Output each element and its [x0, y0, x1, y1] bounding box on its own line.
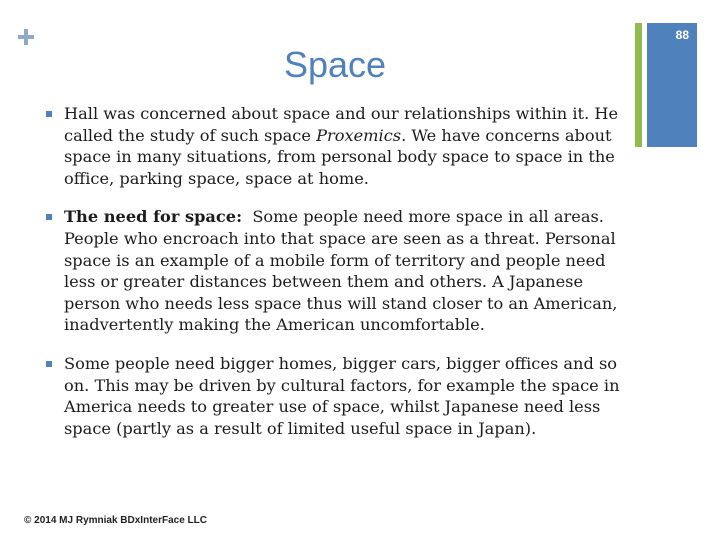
- bullet-item-need-for-space: [45, 206, 635, 336]
- slide-title: Space: [283, 44, 387, 85]
- bullet-square-icon: [46, 214, 52, 220]
- bullet-square-icon: [46, 361, 52, 367]
- bullet-text: Some people need more space in all areas. People who encroach into that space are seen as a threat. Personal space is an example of a mobile form of territory and people need less or greater distances between them and others. A Japanese person who needs less space thus will stand closer to an American, inadvertently making the American uncomfortable.: [64, 207, 623, 335]
- bullet-list: [45, 103, 635, 456]
- bullet-bold-heading: The need for space:: [64, 207, 243, 227]
- bullet-square-icon: [46, 111, 52, 117]
- copyright-footer: © 2014 MJ Rymniak BDxInterFace LLC: [24, 515, 207, 526]
- plus-icon: [16, 27, 36, 47]
- page-number: 88: [675, 28, 689, 42]
- bullet-item-proxemics: [45, 103, 635, 189]
- accent-bar-green: [635, 23, 642, 147]
- bullet-item-bigger-homes: [45, 353, 635, 439]
- bullet-text: Hall was concerned about space and our relationships within it. He called the study of such space: [64, 104, 619, 145]
- bullet-text: Some people need bigger homes, bigger cars, bigger offices and so on. This may be driven by cultural factors, for example the space in America needs to greater use of space, whilst Japanese need less space (partly as a result of limited useful space in Japan).: [64, 353, 620, 438]
- bullet-italic-term: Proxemics: [316, 125, 402, 145]
- bullet-text: . We have concerns about space in many situations, from personal body space to space in the office, parking space, space at home.: [64, 125, 615, 188]
